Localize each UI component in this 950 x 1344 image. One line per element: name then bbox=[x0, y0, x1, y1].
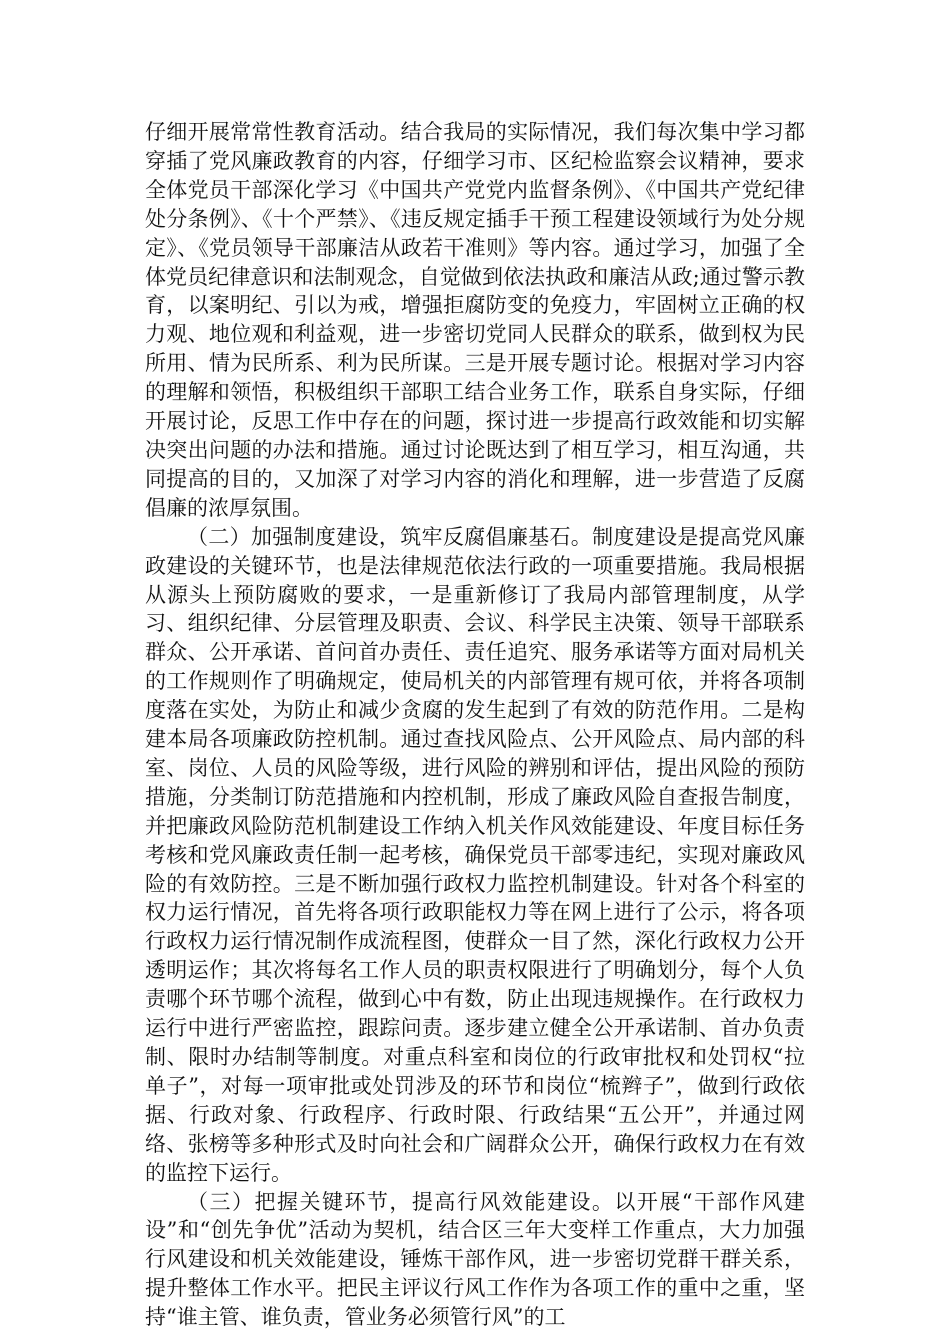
paragraph-3: （三）把握关键环节，提高行风效能建设。以开展“干部作风建设”和“创先争优”活动为契机，结合区三年大变样工作重点，大力加强行风建设和机关效能建设，锤炼干部作风，进一步密切党群干群关系，提升整体工作水平。把民主评议行风工作作为各项工作的重中之重，坚持“谁主管、谁负责，管业务必须管行风”的工 bbox=[145, 1189, 805, 1330]
paragraph-1: 仔细开展常常性教育活动。结合我局的实际情况，我们每次集中学习都穿插了党风廉政教育的内容，仔细学习市、区纪检监察会议精神，要求全体党员干部深化学习《中国共产党党内监督条例》、《中国共产党纪律处分条例》、《十个严禁》、《违反规定插手干预工程建设领域行为处分规定》、《党员领导干部廉洁从政若干准则》等内容。通过学习，加强了全体党员纪律意识和法制观念，自觉做到依法执政和廉洁从政;通过警示教育，以案明纪、引以为戒，增强拒腐防变的免疫力，牢固树立正确的权力观、地位观和利益观，进一步密切党同人民群众的联系，做到权为民所用、情为民所系、利为民所谋。三是开展专题讨论。根据对学习内容的理解和领悟，积极组织干部职工结合业务工作，联系自身实际，仔细开展讨论，反思工作中存在的问题，探讨进一步提高行政效能和切实解决突出问题的办法和措施。通过讨论既达到了相互学习，相互沟通，共同提高的目的，又加深了对学习内容的消化和理解，进一步营造了反腐倡廉的浓厚氛围。 bbox=[145, 120, 805, 520]
document-page bbox=[145, 118, 805, 1332]
paragraph-2: （二）加强制度建设，筑牢反腐倡廉基石。制度建设是提高党风廉政建设的关键环节，也是法律规范依法行政的一项重要措施。我局根据从源头上预防腐败的要求，一是重新修订了我局内部管理制度，从学习、组织纪律、分层管理及职责、会议、科学民主决策、领导干部联系群众、公开承诺、首问首办责任、责任追究、服务承诺等方面对局机关的工作规则作了明确规定，使局机关的内部管理有规可依，并将各项制度落在实处，为防止和减少贪腐的发生起到了有效的防范作用。二是构建本局各项廉政防控机制。通过查找风险点、公开风险点、局内部的科室、岗位、人员的风险等级，进行风险的辨别和评估，提出风险的预防措施，分类制订防范措施和内控机制，形成了廉政风险自查报告制度，并把廉政风险防范机制建设工作纳入机关作风效能建设、年度目标任务考核和党风廉政责任制一起考核，确保党员干部零违纪，实现对廉政风险的有效防控。三是不断加强行政权力监控机制建设。针对各个科室的权力运行情况，首先将各项行政职能权力等在网上进行了公示，将各项行政权力运行情况制作成流程图，使群众一目了然，深化行政权力公开透明运作；其次将每名工作人员的职责权限进行了明确划分，每个人负责哪个环节哪个流程，做到心中有数，防止出现违规操作。在行政权力运行中进行严密监控，跟踪问责。逐步建立健全公开承诺制、首办负责制、限时办结制等制度。对重点科室和岗位的行政审批权和处罚权“拉单子”，对每一项审批或处罚涉及的环节和岗位“梳辫子”，做到行政依据、行政对象、行政程序、行政时限、行政结果“五公开”，并通过网络、张榜等多种形式及时向社会和广阔群众公开，确保行政权力在有效的监控下运行。 bbox=[145, 524, 805, 1185]
